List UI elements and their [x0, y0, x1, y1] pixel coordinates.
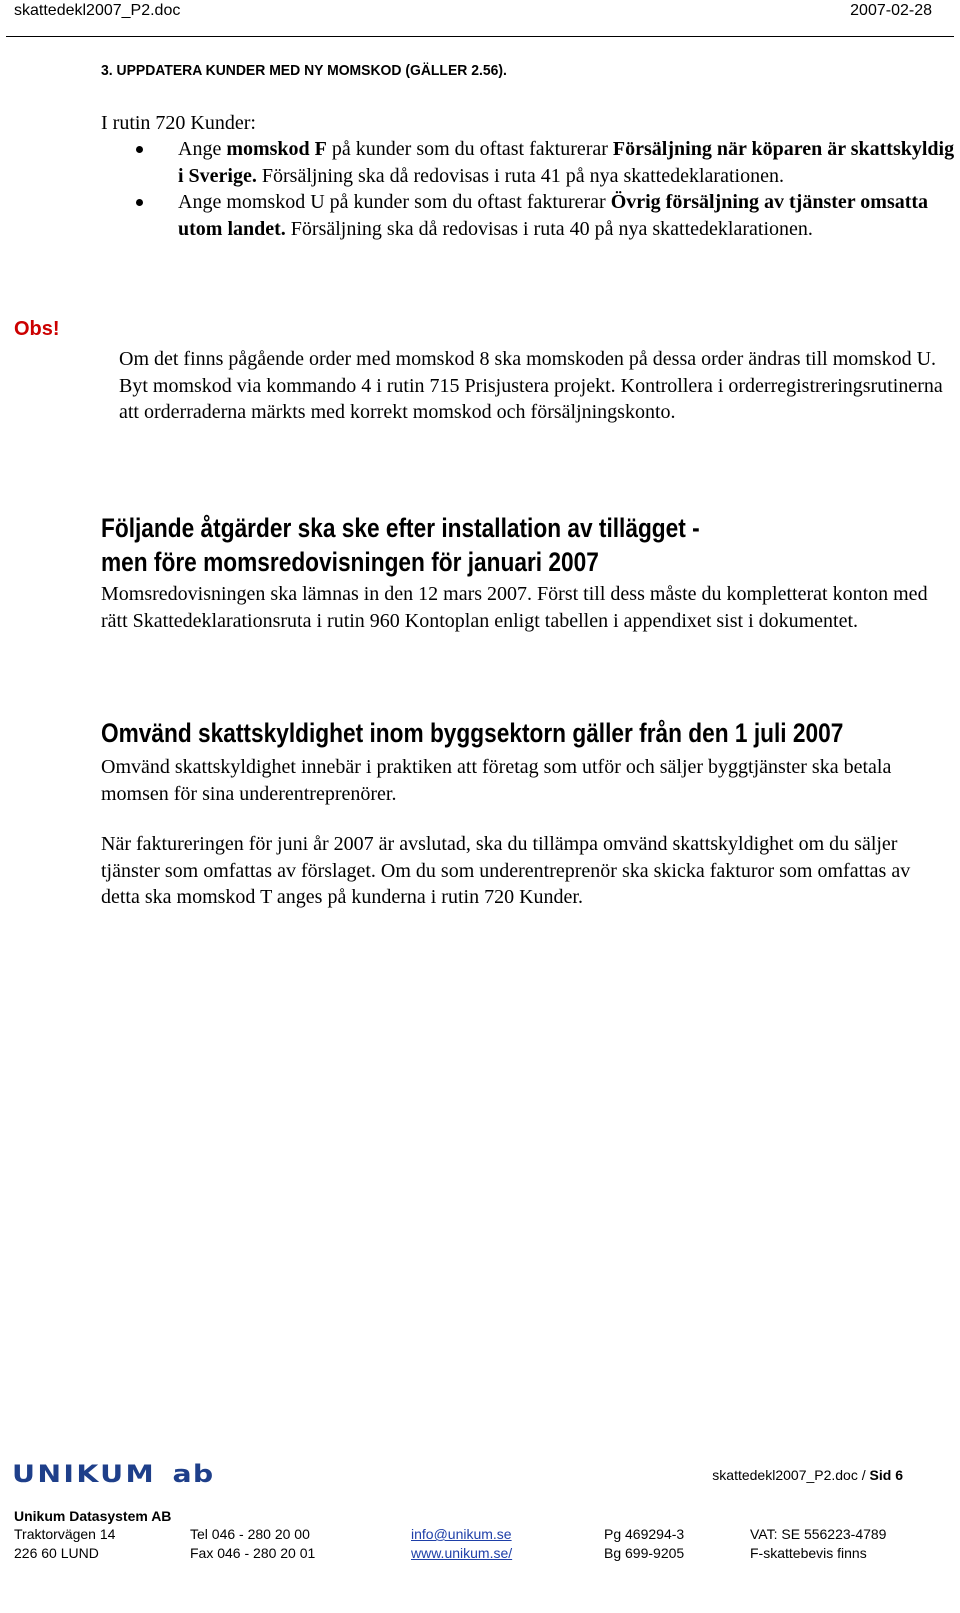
address-line: 226 60 LUND [14, 1545, 99, 1561]
phone-number: Tel 046 - 280 20 00 [190, 1526, 310, 1542]
obs-label: Obs! [14, 318, 60, 340]
bullet-text: Ange [178, 138, 227, 160]
bullet-icon [136, 146, 143, 153]
heading-line: men före momsredovisningen för januari 2007 [101, 547, 599, 577]
f-tax-note: F-skattebevis finns [750, 1545, 867, 1561]
section-intro: I rutin 720 Kunder: [101, 112, 256, 134]
footer-tax [750, 1525, 886, 1563]
header-divider [6, 36, 954, 37]
paragraph-reverse-charge: Omvänd skattskyldighet innebär i praktiken att företag som utför och säljer byggtjänster ska betala momsen för sina underentreprenörer. [101, 756, 892, 805]
fax-number: Fax 046 - 280 20 01 [190, 1545, 316, 1561]
paragraph-momsredovisning: Momsredovisningen ska lämnas in den 12 mars 2007. Först till dess måste du kompletterat konton med rätt Skattedeklarationsruta i rutin 960 Kontoplan enligt tabellen i appendixet sist i dokumentet. [101, 583, 928, 632]
vat-number: VAT: SE 556223-4789 [750, 1526, 887, 1542]
section-title: 3. UPPDATERA KUNDER MED NY MOMSKOD (GÄLLER 2.56). [101, 62, 507, 79]
heading-actions [101, 511, 700, 579]
page-number: Sid 6 [869, 1467, 903, 1483]
bullet-bold-text: Försäljning när köparen är skattskyldig i Sverige. [178, 138, 955, 187]
bullet-bold-text: Övrig försäljning av tjänster omsatta utom landet. [178, 191, 929, 240]
heading-line: Följande åtgärder ska ske efter installation av tillägget - [101, 513, 700, 543]
bullet-text: på kunder som du oftast fakturerar [326, 138, 613, 160]
header-date: 2007-02-28 [850, 2, 932, 19]
bullet-icon [136, 199, 143, 206]
bullet-text: Försäljning ska då redovisas i ruta 41 på nya skattedeklarationen. [256, 164, 784, 187]
logo-suffix: ab [172, 1460, 215, 1488]
bullet-text: Försäljning ska då redovisas i ruta 40 på nya skattedeklarationen. [285, 217, 813, 240]
footer-phone [190, 1525, 315, 1563]
logo-wordmark: UNIKUM [12, 1460, 157, 1488]
footer-company-name: Unikum Datasystem AB [14, 1508, 172, 1524]
page-header [0, 0, 960, 40]
list-item [130, 189, 960, 242]
footer-filename: skattedekl2007_P2.doc / [712, 1467, 870, 1483]
website-link[interactable]: www.unikum.se/ [411, 1545, 513, 1561]
bullet-bold-text: momskod F [226, 138, 327, 160]
footer-contact-links [411, 1525, 512, 1563]
footer-doc-ref [712, 1466, 903, 1484]
email-link[interactable]: info@unikum.se [411, 1526, 512, 1542]
address-line: Traktorvägen 14 [14, 1526, 116, 1542]
obs-paragraph: Om det finns pågående order med momskod 8 ska momskoden på dessa order ändras till momskod U. Byt momskod via kommando 4 i rutin 715 Prisjustera projekt. Kontrollera i orderregistreringsrutinerna att orderraderna märkts med korrekt momskod och försäljningskonto. [119, 348, 943, 423]
bullet-text: Ange momskod U på kunder som du oftast fakturerar [178, 191, 611, 213]
heading-reverse-charge: Omvänd skattskyldighet inom byggsektorn gäller från den 1 juli 2007 [101, 718, 844, 748]
bullet-list [130, 136, 960, 242]
page-footer [0, 1450, 960, 1613]
footer-address [14, 1525, 115, 1563]
unikum-logo [12, 1460, 214, 1488]
footer-giro [604, 1525, 684, 1563]
header-filename: skattedekl2007_P2.doc [14, 2, 181, 19]
list-item [130, 136, 960, 189]
plusgiro: Pg 469294-3 [604, 1526, 685, 1542]
bankgiro: Bg 699-9205 [604, 1545, 685, 1561]
paragraph-invoicing: När faktureringen för juni år 2007 är avslutad, ska du tillämpa omvänd skattskyldighet om du säljer tjänster som omfattas av förslaget. Om du som underentreprenör ska skicka fakturor som omfattas av detta ska momskod T anges på kunderna i rutin 720 Kunder. [101, 833, 911, 908]
